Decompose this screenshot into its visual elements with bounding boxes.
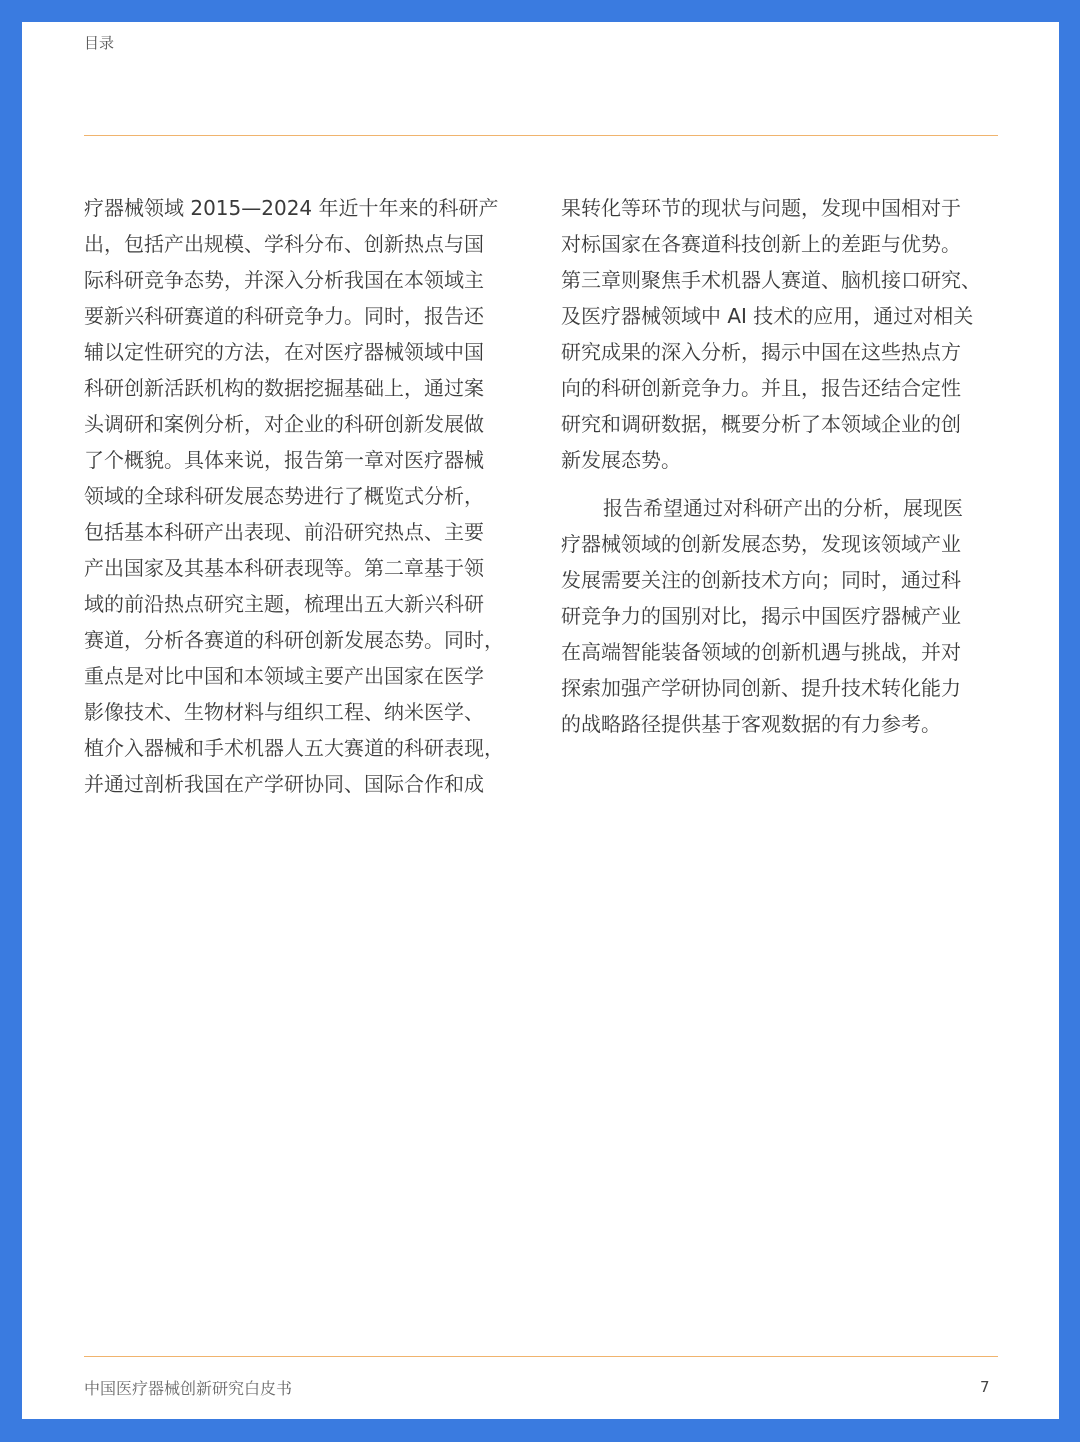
document-page [22, 22, 1059, 1419]
body-line: 域的前沿热点研究主题，梳理出五大新兴科研 [84, 592, 484, 616]
body-line: 果转化等环节的现状与问题，发现中国相对于 [561, 196, 961, 220]
body-line: 头调研和案例分析，对企业的科研创新发展做 [84, 412, 484, 436]
body-line: 影像技术、生物材料与组织工程、纳米医学、 [84, 700, 484, 724]
body-line: 赛道，分析各赛道的科研创新发展态势。同时， [84, 628, 504, 652]
body-line: 新发展态势。 [561, 448, 681, 472]
body-line: 研究成果的深入分析，揭示中国在这些热点方 [561, 340, 961, 364]
body-line: 对标国家在各赛道科技创新上的差距与优势。 [561, 232, 961, 256]
body-line: 领域的全球科研发展态势进行了概览式分析， [84, 484, 484, 508]
body-line: 探索加强产学研协同创新、提升技术转化能力 [561, 676, 961, 700]
body-line: 产出国家及其基本科研表现等。第二章基于领 [84, 556, 484, 580]
body-line: 际科研竞争态势，并深入分析我国在本领域主 [84, 268, 484, 292]
body-line: 研究和调研数据，概要分析了本领域企业的创 [561, 412, 961, 436]
body-line: 疗器械领域的创新发展态势，发现该领域产业 [561, 532, 961, 556]
body-line: 第三章则聚焦手术机器人赛道、脑机接口研究、 [561, 268, 981, 292]
body-line: 植介入器械和手术机器人五大赛道的科研表现， [84, 736, 504, 760]
body-line: 发展需要关注的创新技术方向；同时，通过科 [561, 568, 961, 592]
body-line: 研竞争力的国别对比，揭示中国医疗器械产业 [561, 604, 961, 628]
body-line: 包括基本科研产出表现、前沿研究热点、主要 [84, 520, 484, 544]
body-line: 了个概貌。具体来说，报告第一章对医疗器械 [84, 448, 484, 472]
body-line: 辅以定性研究的方法，在对医疗器械领域中国 [84, 340, 484, 364]
left-column [84, 190, 524, 802]
body-line: 及医疗器械领域中 AI 技术的应用，通过对相关 [561, 304, 974, 328]
paragraph-gap [561, 478, 1001, 490]
body-line: 重点是对比中国和本领域主要产出国家在医学 [84, 664, 484, 688]
header-title: 目录 [84, 34, 115, 52]
footer-divider [84, 1356, 998, 1357]
body-line: 向的科研创新竞争力。并且，报告还结合定性 [561, 376, 961, 400]
body-line: 并通过剖析我国在产学研协同、国际合作和成 [84, 772, 484, 796]
header-divider [84, 135, 998, 136]
footer-title: 中国医疗器械创新研究白皮书 [84, 1379, 293, 1398]
body-line: 要新兴科研赛道的科研竞争力。同时，报告还 [84, 304, 484, 328]
body-line: 报告希望通过对科研产出的分析，展现医 [603, 496, 963, 520]
page-number: 7 [980, 1378, 990, 1396]
right-column [561, 190, 1001, 742]
body-line: 在高端智能装备领域的创新机遇与挑战，并对 [561, 640, 961, 664]
body-line: 疗器械领域 2015—2024 年近十年来的科研产 [84, 196, 499, 220]
body-line: 科研创新活跃机构的数据挖掘基础上，通过案 [84, 376, 484, 400]
body-line: 的战略路径提供基于客观数据的有力参考。 [561, 712, 941, 736]
body-line: 出，包括产出规模、学科分布、创新热点与国 [84, 232, 484, 256]
